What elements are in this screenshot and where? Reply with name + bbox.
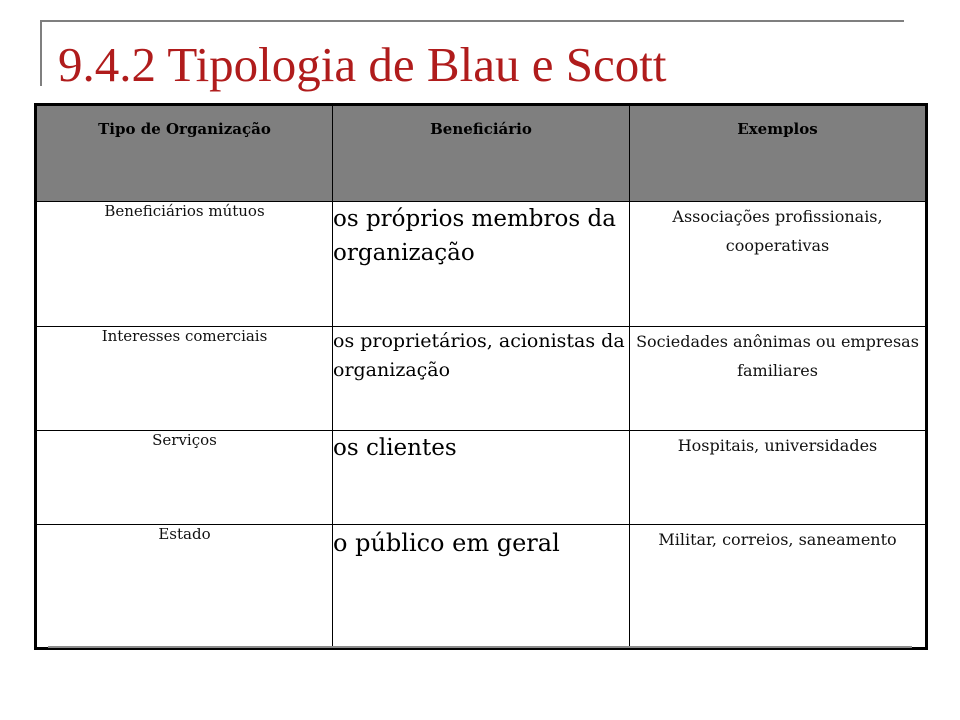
table-header-row	[36, 105, 927, 202]
header-exemplos: Exemplos	[630, 105, 927, 202]
table-row	[36, 431, 927, 525]
cell-exemplos: Militar, correios, saneamento	[630, 525, 927, 649]
cell-exemplos: Sociedades anônimas ou empresas familiares	[630, 327, 927, 431]
table-row	[36, 202, 927, 327]
cell-beneficiario: os clientes	[333, 431, 630, 525]
cell-exemplos: Associações profissionais, cooperativas	[630, 202, 927, 327]
table-row	[36, 525, 927, 649]
slide-frame-top-line	[40, 20, 904, 22]
cell-beneficiario: os proprietários, acionistas da organização	[333, 327, 630, 431]
slide-title: 9.4.2 Tipologia de Blau e Scott	[58, 37, 667, 92]
slide-frame-bottom-line	[48, 646, 912, 648]
cell-beneficiario: o público em geral	[333, 525, 630, 649]
cell-tipo: Estado	[36, 525, 333, 649]
table-row	[36, 327, 927, 431]
cell-beneficiario: os próprios membros da organização	[333, 202, 630, 327]
cell-exemplos: Hospitais, universidades	[630, 431, 927, 525]
header-beneficiario: Beneficiário	[333, 105, 630, 202]
cell-tipo: Interesses comerciais	[36, 327, 333, 431]
typology-table	[34, 103, 928, 650]
cell-tipo: Serviços	[36, 431, 333, 525]
cell-tipo: Beneficiários mútuos	[36, 202, 333, 327]
slide-frame-left-line	[40, 20, 42, 86]
header-tipo: Tipo de Organização	[36, 105, 333, 202]
